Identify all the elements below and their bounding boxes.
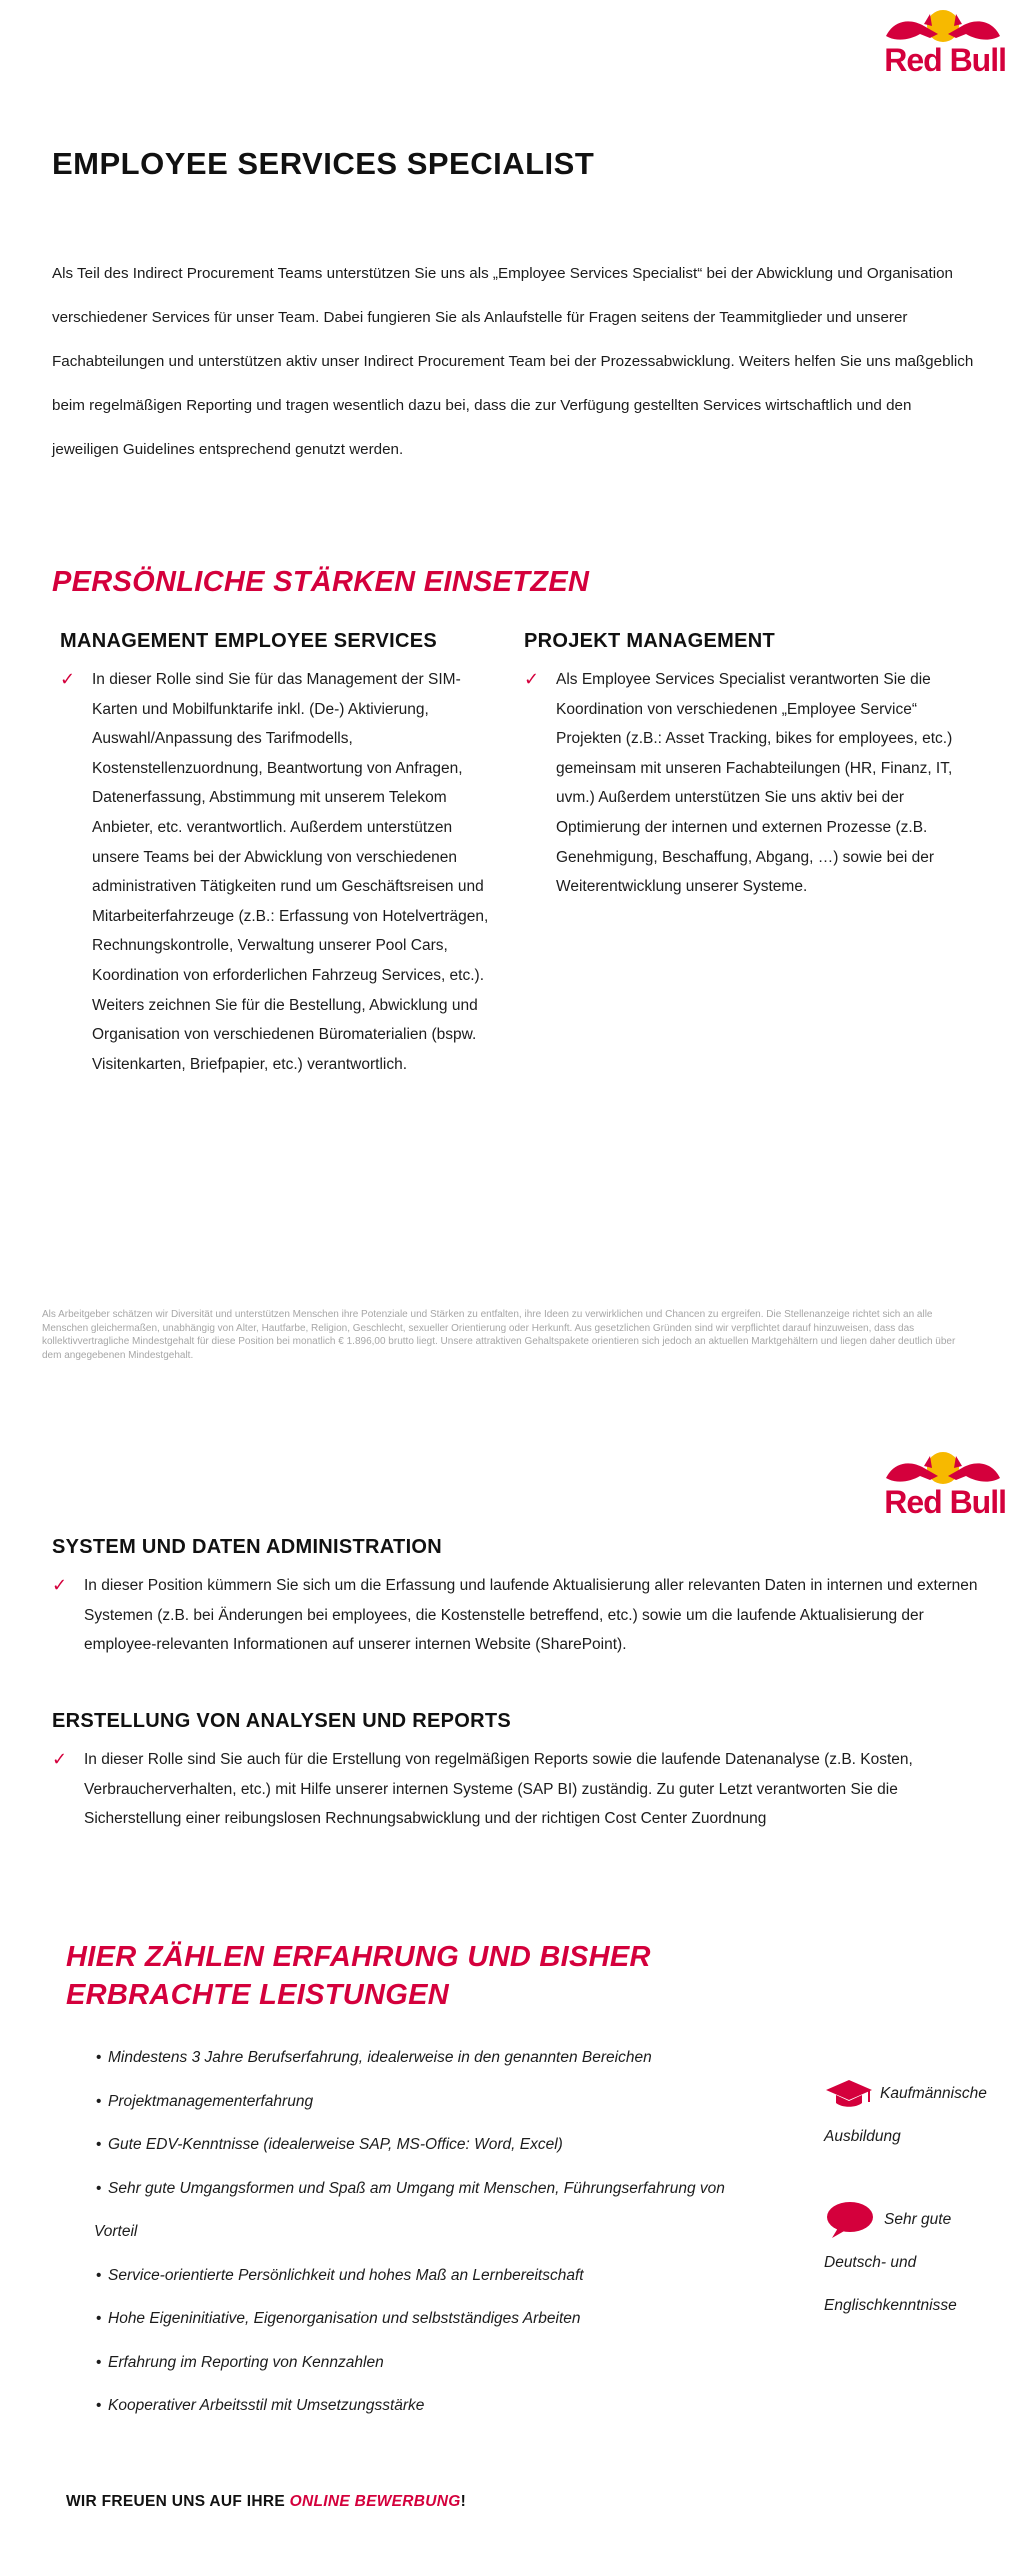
- graduation-cap-icon: [824, 2078, 874, 2110]
- education-line2: Ausbildung: [824, 2128, 901, 2145]
- red-bull-emblem-icon: [880, 1446, 1006, 1486]
- speech-bubble-icon: [824, 2200, 876, 2240]
- experience-list: [94, 2036, 794, 2428]
- education-note: [824, 2072, 1024, 2158]
- legal-disclaimer: Als Arbeitgeber schätzen wir Diversität und unterstützen Menschen ihre Potenziale und Stärken zu entfalten, ihre Ideen zu verwirklichen und Chancen zu ergreifen. Die Stellenanzeige richtet sich an alle Menschen gleichermaßen, unabhängig von Alter, Hautfarbe, Religion, Geschlecht, sexueller Orientierung oder Herkunft. Aus gesetzlichen Gründen sind wir verpflichtet darauf hinzuweisen, dass das kollektivvertragliche Mindestgehalt für diese Position bei monatlich € 1.896,00 brutto liegt. Unsere attraktiven Gehaltspakete orientieren sich jedoch an aktuellen Marktgehältern und liegen daher deutlich über dem angegebenen Mindestgehalt.: [42, 1309, 956, 1361]
- system-item: [52, 1571, 982, 1660]
- strengths-column-project: [524, 630, 964, 902]
- list-item-continuation: Vorteil: [94, 2223, 138, 2240]
- brand-wordmark: Red Bull: [884, 42, 1006, 78]
- management-text: In dieser Rolle sind Sie für das Management der SIM-Karten und Mobilfunktarife inkl. (De-) Aktivierung, Auswahl/Anpassung des Tarifmodells, Kostenstellenzuordnung, Beantwortung von Anfragen, Datenerfassung, Abstimmung mit unserem Telekom Anbieter, etc. verantwortlich. Außerdem unterstützen unsere Teams bei der Abwicklung von verschiedenen administrativen Tätigkeiten rund um Geschäftsreisen und Mitarbeiterfahrzeuge (z.B.: Erfassung von Hotelverträgen, Rechnungskontrolle, Verwaltung unserer Pool Cars, Koordination von erforderlichen Fahrzeug Services, etc.). Weiters zeichnen Sie für die Bestellung, Abwicklung und Organisation von verschiedenen Büromaterialien (bspw. Visitenkarten, Briefpapier, etc.) verantwortlich.: [92, 671, 489, 1073]
- experience-heading: [66, 1938, 651, 2014]
- list-item: • Sehr gute Umgangsformen und Spaß am Umgang mit Menschen, Führungserfahrung von: [96, 2179, 725, 2197]
- brand-wordmark: Red Bull: [884, 1484, 1006, 1520]
- languages-note: [824, 2198, 1024, 2327]
- system-text: In dieser Position kümmern Sie sich um die Erfassung und laufende Aktualisierung aller relevanten Daten in internen und externen Systemen (z.B. bei Änderungen bei employees, die Kostenstelle betreffend, etc.) sowie um die laufende Aktualisierung der employee-relevanten Informationen auf unserer internen Website (SharePoint).: [84, 1577, 978, 1654]
- education-line1: Kaufmännische: [880, 2085, 987, 2102]
- project-item: [524, 665, 964, 902]
- reports-section: [52, 1710, 982, 1834]
- checkmark-icon: ✓: [524, 669, 540, 689]
- list-item: • Mindestens 3 Jahre Berufserfahrung, idealerweise in den genannten Bereichen: [96, 2049, 652, 2066]
- strengths-column-management: [60, 630, 500, 1079]
- strengths-heading: PERSÖNLICHE STÄRKEN EINSETZEN: [52, 566, 590, 598]
- project-text: Als Employee Services Specialist verantworten Sie die Koordination von verschiedenen „Employee Service“ Projekten (z.B.: Asset Tracking, bikes for employees, etc.) gemeinsam mit unseren Fachabteilungen (HR, Finanz, IT, uvm.) Außerdem unterstützen Sie uns aktiv bei der Optimierung der internen und externen Prozesse (z.B. Genehmigung, Beschaffung, Abgang, …) sowie bei der Weiterentwicklung unserer Systeme.: [556, 671, 953, 896]
- system-section: [52, 1536, 982, 1660]
- intro-paragraph: Als Teil des Indirect Procurement Teams unterstützen Sie uns als „Employee Services Specialist“ bei der Abwicklung und Organisation verschiedener Services für unser Team. Dabei fungieren Sie als Anlaufstelle für Fragen seitens der Teammitglieder und unserer Fachabteilungen und unterstützen aktiv unser Indirect Procurement Team bei der Prozessabwicklung. Weiters helfen Sie uns maßgeblich beim regelmäßigen Reporting und tragen wesentlich dazu bei, dass die zur Verfügung gestellten Services wirtschaftlich und den jeweiligen Guidelines entsprechend genutzt werden.: [52, 265, 974, 458]
- list-item: • Service-orientierte Persönlichkeit und hohes Maß an Lernbereitschaft: [96, 2266, 584, 2284]
- experience-heading-line1: HIER ZÄHLEN ERFAHRUNG UND BISHER: [66, 1941, 651, 1973]
- project-heading: PROJEKT MANAGEMENT: [524, 630, 775, 652]
- list-item: • Hohe Eigeninitiative, Eigenorganisation und selbstständiges Arbeiten: [96, 2310, 581, 2327]
- list-item: • Kooperativer Arbeitsstil mit Umsetzungsstärke: [96, 2397, 425, 2414]
- languages-line2: Deutsch- und: [824, 2254, 917, 2271]
- application-call: [66, 2493, 466, 2511]
- footer-prefix: WIR FREUEN UNS AUF IHRE: [66, 2493, 290, 2510]
- languages-line3: Englischkenntnisse: [824, 2297, 957, 2314]
- checkmark-icon: ✓: [52, 1749, 68, 1769]
- management-item: [60, 665, 500, 1079]
- reports-text: In dieser Rolle sind Sie auch für die Erstellung von regelmäßigen Reports sowie die laufende Datenanalyse (z.B. Kosten, Verbraucherverhalten, etc.) mit Hilfe unserer internen Systeme (SAP BI) zuständig. Zu guter Letzt verantworten Sie die Sicherstellung einer reibungslosen Rechnungsabwicklung und der richtigen Cost Center Zuordnung: [84, 1751, 913, 1828]
- list-item: • Gute EDV-Kenntnisse (idealerweise SAP, MS-Office: Word, Excel): [96, 2136, 563, 2153]
- languages-line1: Sehr gute: [884, 2211, 952, 2228]
- list-item: • Projektmanagementerfahrung: [96, 2092, 314, 2110]
- list-item: • Erfahrung im Reporting von Kennzahlen: [96, 2353, 384, 2371]
- checkmark-icon: ✓: [60, 669, 76, 689]
- management-heading: MANAGEMENT EMPLOYEE SERVICES: [60, 630, 437, 652]
- job-title: EMPLOYEE SERVICES SPECIALIST: [52, 146, 595, 181]
- reports-heading: ERSTELLUNG VON ANALYSEN UND REPORTS: [52, 1710, 512, 1732]
- red-bull-logo-middle: [880, 1446, 1006, 1518]
- red-bull-emblem-icon: [880, 4, 1006, 44]
- reports-item: [52, 1745, 982, 1834]
- checkmark-icon: ✓: [52, 1575, 68, 1595]
- online-application-link[interactable]: ONLINE BEWERBUNG: [289, 2493, 461, 2510]
- experience-heading-line2: ERBRACHTE LEISTUNGEN: [66, 1979, 450, 2011]
- red-bull-logo-top: [880, 4, 1006, 76]
- system-heading: SYSTEM UND DATEN ADMINISTRATION: [52, 1536, 443, 1558]
- footer-suffix: !: [460, 2493, 467, 2510]
